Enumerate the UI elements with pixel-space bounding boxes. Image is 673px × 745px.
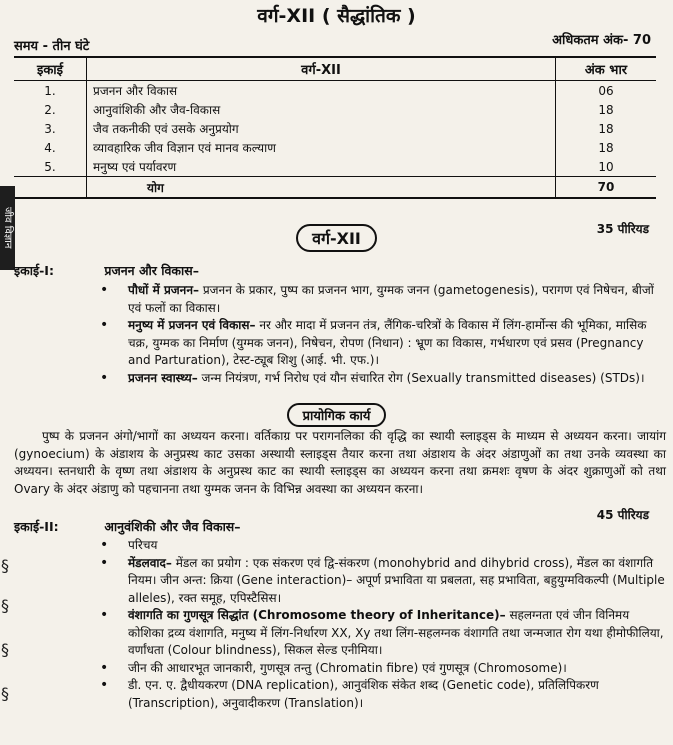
binder-swirl-icon: § — [1, 596, 9, 615]
list-item: • मनुष्य में प्रजनन एवं विकास– नर और मादा में प्रजनन तंत्र, लैंगिक-चरित्रों के विकास में लिंग-हार्मोन्स की भूमिका, मासिक चक्र, युग्मक का निर्माण (युग्मक जनन), निषेचन, रोपण (निधान) : भ्रूण का विकास, गर्भधारण एवं प्रसव (Pregnancy and Parturation), टेस्ट-ट्यूब शिशु (आई. भी. एफ.)। — [100, 317, 666, 370]
practical-heading — [0, 403, 673, 427]
total-marks: 70 — [556, 177, 657, 199]
row-marks: 18 — [556, 100, 657, 119]
table-row — [14, 100, 656, 119]
row-topic: मनुष्य एवं पर्यावरण — [93, 160, 177, 174]
row-unit: 2. — [14, 100, 87, 119]
side-tab-label: जीव विज्ञान — [0, 186, 15, 270]
row-unit: 1. — [14, 81, 87, 101]
row-unit: 3. — [14, 119, 87, 138]
column-header-unit: इकाई — [14, 57, 87, 81]
exam-time: समय - तीन घंटे — [14, 39, 90, 54]
table-row — [14, 138, 656, 157]
list-item: • पौधों में प्रजनन– प्रजनन के प्रकार, पुष्प का प्रजनन भाग, युग्मक जनन (gametogenesis), परागण एवं निषेचन, बीजों एवं फलों का विकास। — [100, 282, 666, 317]
row-unit: 4. — [14, 138, 87, 157]
row-topic: व्यावहारिक जीव विज्ञान एवं मानव कल्याण — [93, 141, 276, 155]
list-item: • जीन की आधारभूत जानकारी, गुणसूत्र तन्तु (Chromatin fibre) एवं गुणसूत्र (Chromosome)। — [100, 660, 666, 678]
unit2-periods: 45 पीरियड — [596, 508, 649, 522]
unit2-heading — [14, 518, 241, 535]
row-marks: 18 — [556, 119, 657, 138]
list-item: • परिचय — [100, 537, 666, 555]
unit1-title: प्रजनन और विकास– — [104, 263, 199, 278]
section-heading-text: वर्ग-XII — [296, 224, 377, 252]
row-marks: 10 — [556, 157, 657, 177]
total-label: योग — [87, 177, 556, 199]
binder-swirl-icon: § — [1, 556, 9, 575]
list-item: • मेंडलवाद– मेंडल का प्रयोग : एक संकरण एवं द्वि-संकरण (monohybrid and dihybrid cross), मेंडल का वंशागति नियम। जीन अन्त: क्रिया (Gene interaction)– अपूर्ण प्रभाविता या प्रबलता, सह प्रभाविता, बहुयुग्मविकल्पी (Multiple alleles), रक्त समूह, एपिस्टैसिस। — [100, 555, 666, 608]
unit2-title: आनुवंशिकी और जैव विकास– — [104, 519, 241, 534]
row-topic: प्रजनन और विकास — [93, 84, 178, 98]
column-header-marks: अंक भार — [556, 57, 657, 81]
binder-swirl-icon: § — [1, 684, 9, 703]
row-unit: 5. — [14, 157, 87, 177]
section-heading — [0, 224, 673, 252]
practical-paragraph: पुष्प के प्रजनन अंगो/भागों का अध्ययन करना। वर्तिकाग्र पर परागनलिका की वृद्धि का स्थायी स्लाइड्स के माध्यम से अध्ययन करना। जायांग (gynoecium) के अंडाशय के अनुप्रस्थ काट उसका अस्थायी स्लाइड्स तैयार करना तथा अंडाशय के अंदर अंडाणुओं का तथा उनके व्यवस्था का अध्ययन। स्तनधारी के वृष्ण तथा अंडाशय के अनुप्रस्थ काट का स्थायी स्लाइड्स का अध्ययन करना तथा क्रमशः वृषण के अंदर शुक्राणुओं को तथा Ovary के अंदर अंडाणु को पहचानना तथा युग्मक जनन के विभिन्न अवस्था का अध्ययन करना। — [14, 429, 666, 496]
unit1-heading — [14, 262, 199, 279]
max-marks: अधिकतम अंक- 70 — [552, 33, 651, 48]
list-item: • वंशागति का गुणसूत्र सिद्धांत (Chromosome theory of Inheritance)– सहलग्नता एवं जीन विनिमय कोशिका द्रव्य वंशागति, मनुष्य में लिंग-निर्धारण XX, Xy तथा लिंग-सहलग्नक वंशागति तथा जन्मजात रोग यथा हीमोफीलिया, वर्णांधता (Colour blindness), सिकल सेल्ड एनीमिया। — [100, 607, 666, 660]
practical-heading-text: प्रायोगिक कार्य — [287, 403, 387, 427]
row-marks: 18 — [556, 138, 657, 157]
unit1-bullets — [100, 282, 666, 387]
binder-swirl-icon: § — [1, 640, 9, 659]
marks-table — [14, 56, 656, 199]
table-row — [14, 157, 656, 177]
table-row — [14, 81, 656, 101]
unit1-label: इकाई-I: — [14, 263, 54, 278]
table-row — [14, 119, 656, 138]
page-title: वर्ग-XII ( सैद्धांतिक ) — [257, 5, 416, 27]
row-marks: 06 — [556, 81, 657, 101]
table-total-row — [14, 177, 656, 199]
list-item: • डी. एन. ए. द्वैधीयकरण (DNA replication), आनुवंशिक संकेत शब्द (Genetic code), प्रतिलिपिकरण (Transcription), अनुवादीकरण (Translation)। — [100, 677, 666, 712]
list-item: • प्रजनन स्वास्थ्य– जन्म नियंत्रण, गर्भ निरोध एवं यौन संचारित रोग (Sexually transmitted diseases) (STDs)। — [100, 370, 666, 388]
row-topic: जैव तकनीकी एवं उसके अनुप्रयोग — [93, 122, 239, 136]
unit2-label: इकाई-II: — [14, 519, 59, 534]
row-topic: आनुवांशिकी और जैव-विकास — [93, 103, 221, 117]
column-header-class: वर्ग-XII — [87, 57, 556, 81]
unit1-periods: 35 पीरियड — [596, 222, 649, 236]
unit2-bullets — [100, 537, 666, 712]
table-header-row — [14, 57, 656, 81]
